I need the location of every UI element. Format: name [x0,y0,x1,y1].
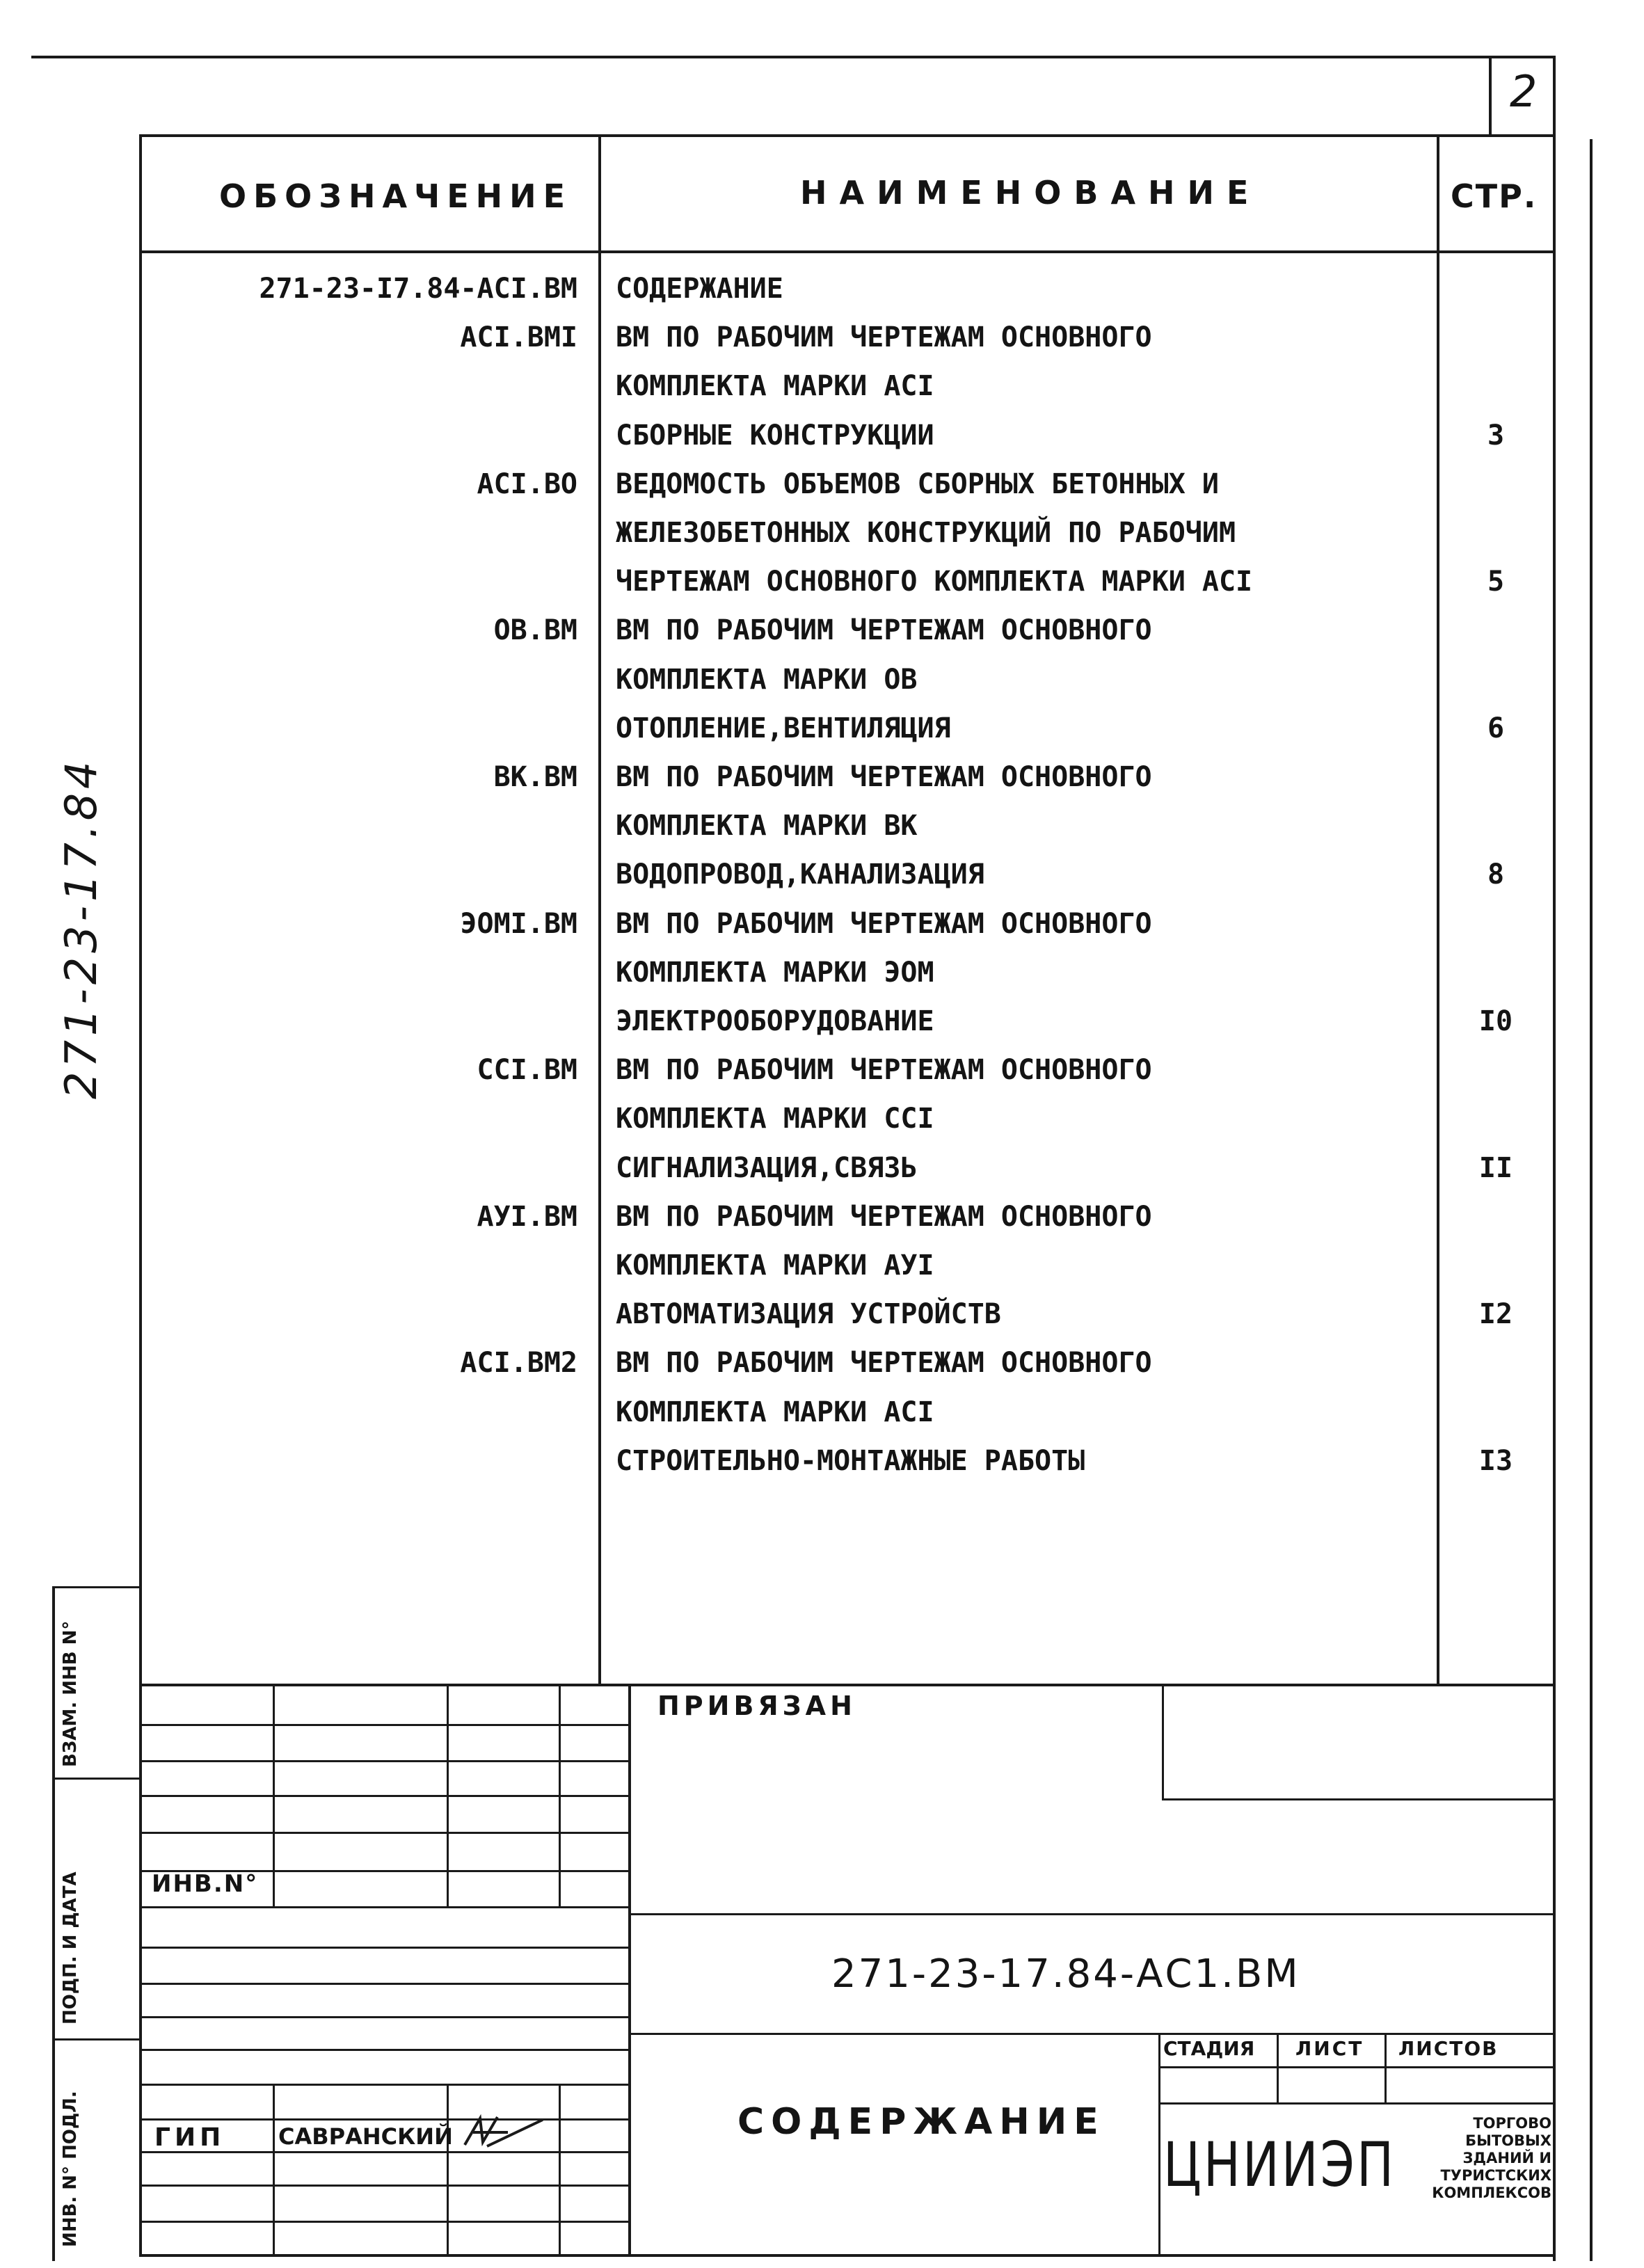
row-code [160,1094,577,1143]
row-page: 3 [1487,420,1505,452]
row-name: ВМ ПО РАБОЧИМ ЧЕРТЕЖАМ ОСНОВНОГО [616,1054,1152,1086]
row-page [1444,1046,1548,1094]
row-name: КОМПЛЕКТА МАРКИ АСI [616,370,934,402]
row-page [1444,1192,1548,1241]
main-frame-bottom [139,2254,1556,2257]
row-name: КОМПЛЕКТА МАРКИ ОВ [616,664,918,696]
row-code [160,850,577,899]
row-code [160,1437,577,1485]
row-name: ВМ ПО РАБОЧИМ ЧЕРТЕЖАМ ОСНОВНОГО [616,321,1152,353]
row-name: КОМПЛЕКТА МАРКИ АУI [616,1249,934,1281]
row-name: ВМ ПО РАБОЧИМ ЧЕРТЕЖАМ ОСНОВНОГО [616,614,1152,646]
side-strip-div-1 [52,1778,141,1780]
row-code [160,997,577,1046]
row-name: СОДЕРЖАНИЕ [616,273,783,305]
sheet-number: 2 [1510,66,1538,117]
row-page [1444,1094,1548,1143]
row-code: ACI.BMI [460,321,577,353]
row-page [1444,460,1548,509]
row-page [1444,1339,1548,1387]
org-logo: ЦНИИЭП [1163,2129,1396,2201]
column-divider-1 [598,134,601,1686]
side-strip-vzam: ВЗАМ. ИНВ N° [60,1620,81,1767]
row-page [1444,1241,1548,1290]
side-strip-top [52,1586,141,1588]
row-page: I2 [1478,1298,1513,1330]
tb-grid-h7 [139,1947,628,1949]
tb-linked-label: ПРИВЯЗАН [657,1691,856,1721]
row-name: АВТОМАТИЗАЦИЯ УСТРОЙСТВ [616,1298,1001,1330]
tb-grid-h11 [139,2084,628,2086]
row-name: ОТОПЛЕНИЕ,ВЕНТИЛЯЦИЯ [616,712,951,744]
row-page [1444,509,1548,557]
tb-stage-label: СТАДИЯ [1163,2037,1255,2060]
row-code [160,362,577,410]
tb-grid-v3b [559,2084,561,2254]
tb-row-1-bottom [628,1913,1556,1915]
row-code [160,1144,577,1192]
row-code: ВК.ВМ [493,761,577,793]
side-strip-inv-podl: ИНВ. N° ПОДЛ. [60,2091,81,2247]
row-page: 5 [1487,566,1505,598]
row-code [160,509,577,557]
row-code [160,704,577,753]
row-name: КОМПЛЕКТА МАРКИ АСI [616,1396,934,1428]
row-code [160,801,577,850]
row-code [160,1290,577,1339]
header-row-bottom [139,250,1555,253]
org-line-4: ТУРИСТСКИХ [1440,2167,1551,2184]
row-name: ВЕДОМОСТЬ ОБЪЕМОВ СБОРНЫХ БЕТОННЫХ И [616,468,1219,500]
page-right-edge [1590,139,1593,2261]
top-border [31,56,1555,58]
side-strip-left [52,1586,55,2261]
row-code: АУI.ВМ [477,1201,577,1233]
header-name: НАИМЕНОВАНИЕ [800,174,1261,211]
tb-doc-code: 271-23-17.84-АС1.ВМ [831,1951,1300,1997]
org-line-5: КОМПЛЕКСОВ [1432,2185,1551,2201]
row-code [160,1241,577,1290]
row-name: ВМ ПО РАБОЧИМ ЧЕРТЕЖАМ ОСНОВНОГО [616,908,1152,940]
row-code [160,411,577,460]
row-name: СБОРНЫЕ КОНСТРУКЦИИ [616,420,934,452]
tb-linked-divider [1162,1684,1164,1798]
tb-grid-v4 [628,1684,631,2254]
tb-grid-h14 [139,2185,628,2187]
tb-linked-bottom-short [1162,1798,1555,1800]
row-code [160,557,577,606]
org-line-1: ТОРГОВО [1473,2115,1551,2132]
row-page [1444,264,1548,313]
row-code [160,1388,577,1437]
tb-grid-v2b [447,2084,449,2254]
tb-code-bottom [628,2033,1556,2035]
row-name: КОМПЛЕКТА МАРКИ ВК [616,810,918,842]
row-name: ВОДОПРОВОД,КАНАЛИЗАЦИЯ [616,859,984,891]
row-page [1444,801,1548,850]
row-page [1444,948,1548,997]
row-page [1444,655,1548,704]
row-code: ССI.ВМ [477,1054,577,1086]
org-line-2: БЫТОВЫХ [1465,2132,1551,2149]
header-designation: ОБОЗНАЧЕНИЕ [219,177,573,215]
row-name: ЧЕРТЕЖАМ ОСНОВНОГО КОМПЛЕКТА МАРКИ АСI [616,566,1253,598]
row-code [160,948,577,997]
row-name: КОМПЛЕКТА МАРКИ ССI [616,1103,934,1135]
row-page [1444,753,1548,801]
row-code [160,655,577,704]
tb-stage-bottom [1158,2102,1555,2105]
tb-inv-no-label: ИНВ.N° [152,1870,259,1898]
header-page: СТР. [1451,177,1538,215]
tb-person: САВРАНСКИЙ [278,2123,453,2150]
row-page [1444,313,1548,362]
row-page: I3 [1478,1445,1513,1477]
tb-grid-h15 [139,2221,628,2223]
tb-grid-v1b [273,2084,275,2254]
row-page [1444,1388,1548,1437]
main-frame-right [1553,56,1556,2261]
tb-grid-h3 [139,1795,628,1797]
tb-grid-h9 [139,2016,628,2018]
row-name: СТРОИТЕЛЬНО-МОНТАЖНЫЕ РАБОТЫ [616,1445,1085,1477]
tb-grid-h2 [139,1760,628,1762]
sheet-number-box-left [1489,56,1492,136]
title-block-top [139,1684,1556,1686]
tb-grid-h10 [139,2049,628,2051]
row-page [1444,362,1548,410]
row-name: ВМ ПО РАБОЧИМ ЧЕРТЕЖАМ ОСНОВНОГО [616,761,1152,793]
row-page: 6 [1487,712,1505,744]
tb-grid-h1 [139,1724,628,1726]
row-code: ЭОМI.ВМ [460,908,577,940]
tb-sheet-label: ЛИСТ [1295,2037,1364,2060]
tb-doc-title: СОДЕРЖАНИЕ [737,2101,1106,2143]
org-name [1409,2115,1551,2202]
row-code: ACI.BO [477,468,577,500]
tb-grid-h4 [139,1832,628,1834]
tb-role: ГИП [154,2123,225,2152]
org-line-3: ЗДАНИЙ И [1462,2150,1551,2166]
row-code: ОВ.ВМ [493,614,577,646]
tb-stage-mid [1158,2066,1555,2068]
row-name: ЖЕЛЕЗОБЕТОННЫХ КОНСТРУКЦИЙ ПО РАБОЧИМ [616,517,1236,549]
row-page [1444,606,1548,655]
row-page: II [1478,1152,1513,1184]
row-name: КОМПЛЕКТА МАРКИ ЭОМ [616,957,934,989]
main-frame-top [139,134,1555,137]
side-code: 271-23-17.84 [56,757,106,1099]
row-code: ACI.BM2 [460,1347,577,1379]
tb-grid-h8 [139,1983,628,1985]
column-divider-2 [1437,134,1439,1686]
tb-grid-h12 [139,2118,628,2121]
row-name: ВМ ПО РАБОЧИМ ЧЕРТЕЖАМ ОСНОВНОГО [616,1201,1152,1233]
tb-sheets-label: ЛИСТОВ [1398,2037,1499,2060]
side-strip-podp: ПОДП. И ДАТА [60,1871,81,2025]
row-code: 271-23-I7.84-ACI.BM [259,273,577,305]
side-strip-div-2 [52,2038,141,2041]
row-name: ЭЛЕКТРООБОРУДОВАНИЕ [616,1005,934,1037]
main-frame-left [139,134,142,2256]
row-name: ВМ ПО РАБОЧИМ ЧЕРТЕЖАМ ОСНОВНОГО [616,1347,1152,1379]
row-name: СИГНАЛИЗАЦИЯ,СВЯЗЬ [616,1152,918,1184]
tb-grid-h6 [139,1906,628,1908]
row-page: 8 [1487,859,1505,891]
signature-icon [459,2111,550,2153]
row-page: I0 [1478,1005,1513,1037]
row-page [1444,900,1548,948]
